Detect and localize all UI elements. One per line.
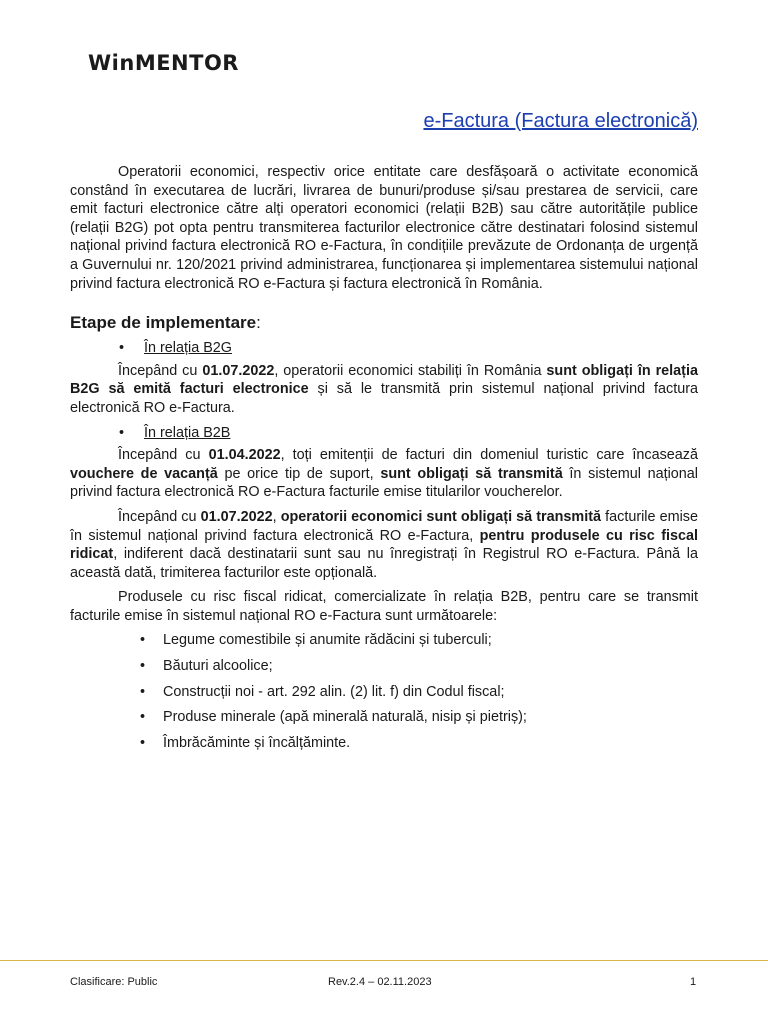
b2b-p1-text-b: , toți emitenții de facturi din domeniul turistic care încasează [280,447,698,464]
risk-products-list [70,631,698,752]
b2g-text-c: și să le transmită prin sistemul național privind factura electronică RO e-Factura. [70,381,698,416]
list-item: • Construcții noi - art. 292 alin. (2) lit. f) din Codul fiscal; [70,683,698,702]
b2b-p2-text-c: facturile emise în sistemul național privind factura electronică RO e-Factura, [70,508,698,544]
section-heading [70,312,698,334]
list-item: • Îmbrăcăminte și încălțăminte. [70,734,698,753]
b2b-p2-date: 01.07.2022 [200,508,273,525]
intro-paragraph: Operatorii economici, respectiv orice entitate care desfășoară o activitate economică constând în executarea de lucrări, livrarea de bunuri/produse și/sau prestarea de servicii, care emit facturi electronice către alți operatori economici (relații B2B) sau către autoritățile publice (relații B2G) pot opta pentru transmiterea facturilor electronice către destinatari folosind sistemul național privind factura electronică RO e-Factura, în condițiile prevăzute de Ordonanța de urgență a Guvernului nr. 120/2021 privind administrarea, funcționarea și implementarea sistemului național privind factura electronică RO e-Factura și factura electronică în România. [70,164,698,292]
b2g-bullet [106,339,698,358]
list-item: • Legume comestibile și anumite rădăcini și tuberculi; [70,631,698,650]
b2b-paragraph-2 [70,508,698,582]
footer-classification: Clasificare: Public [70,976,158,988]
b2g-text-a: Începând cu [118,362,203,379]
b2b-p2-risk: pentru produsele cu risc fiscal ridicat [70,527,698,563]
b2b-p2-text-d: , indiferent dacă destinatarii sunt sau nu înregistrați în Registrul RO e-Factura. Până la această dată, trimiterea facturilor este opțională. [70,546,698,581]
b2b-p2-text-a: Începând cu [118,508,201,525]
b2b-p1-vouchers: vouchere de vacanță [70,465,218,482]
logo-prefix: Win [88,51,135,75]
b2b-p1-text-a: Începând cu [118,447,209,464]
b2b-p1-text-d: în sistemul național privind factura electronică RO e-Factura facturile emise titularilor voucherelor. [70,465,699,501]
winmentor-logo [88,51,239,75]
document-body [70,163,698,759]
b2g-obligation: sunt obligați în relația B2G să emită facturi electronice [70,362,698,398]
b2b-paragraph-1 [70,446,698,502]
footer-revision: Rev.2.4 – 02.11.2023 [328,976,432,988]
b2b-label: În relația B2B [144,424,231,441]
b2b-p1-text-c: pe orice tip de suport, [217,465,381,482]
b2b-bullet [106,424,698,443]
b2b-p1-date: 01.04.2022 [208,447,281,464]
section-heading-colon: : [256,313,261,333]
b2g-label: În relația B2G [144,340,232,357]
section-heading-text: Etape de implementare [70,313,257,333]
footer-divider [0,960,768,961]
list-item: • Produse minerale (apă minerală naturală, nisip și pietriș); [70,708,698,727]
b2g-date: 01.07.2022 [202,362,275,379]
b2g-paragraph [70,362,698,418]
b2b-p1-obligation: sunt obligați să transmită [380,465,563,482]
logo-suffix: MENTOR [134,51,239,75]
b2b-p2-obligation: operatorii economici sunt obligați să transmită [280,508,602,525]
b2b-paragraph-3: Produsele cu risc fiscal ridicat, comercializate în relația B2B, pentru care se transmit facturile emise în sistemul național RO e-Factura sunt următoarele: [70,589,698,624]
page-title: e-Factura (Factura electronică) [423,110,698,132]
footer-page-number: 1 [690,976,697,988]
list-item: • Băuturi alcoolice; [70,657,698,676]
b2g-text-b: , operatorii economici stabiliți în România [274,362,547,379]
b2b-p2-text-b: , [272,508,281,525]
